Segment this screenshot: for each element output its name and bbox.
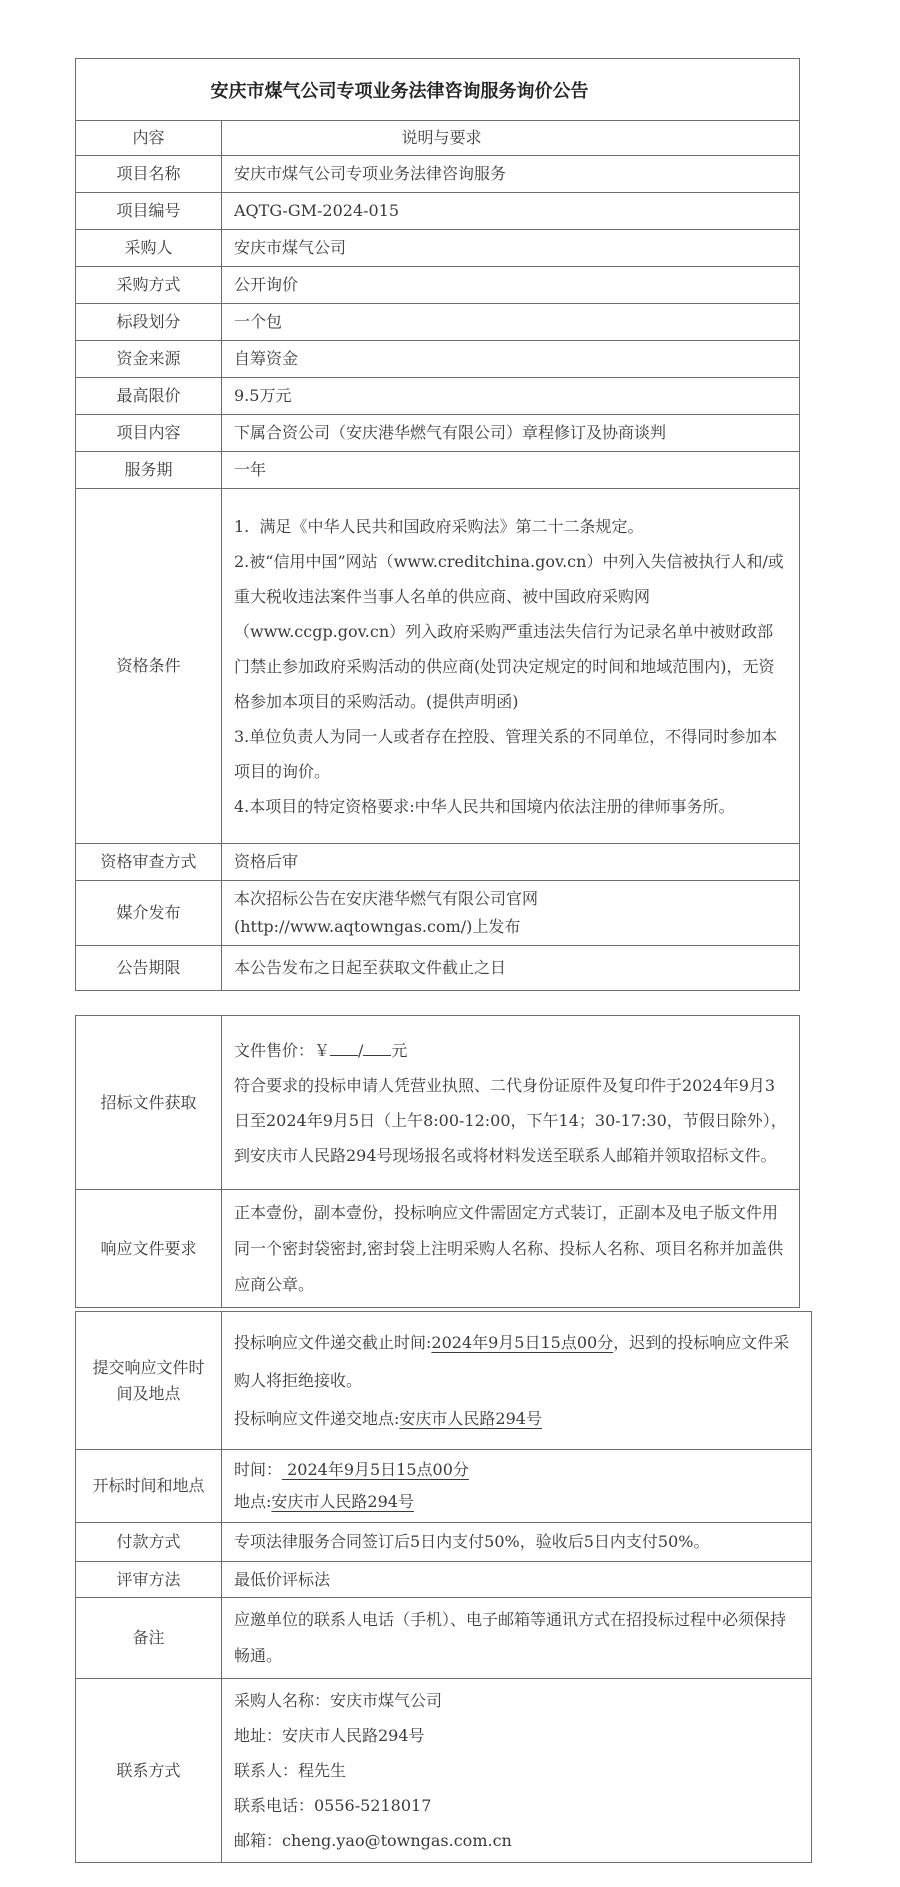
media-text: [222, 881, 799, 945]
submission-place-line: [234, 1400, 801, 1438]
place-prefix: 投标响应文件递交地点:: [234, 1408, 400, 1428]
row-project-content: [76, 414, 799, 451]
header-content: 内容: [76, 121, 222, 155]
row-label: 开标时间和地点: [76, 1450, 222, 1522]
row-media-publication: [76, 880, 799, 945]
submission-deadline-line: [234, 1324, 801, 1400]
row-label: 公告期限: [76, 946, 222, 990]
row-label: 媒介发布: [76, 881, 222, 945]
row-submission-time-place: [76, 1312, 811, 1449]
opening-text: [222, 1450, 811, 1522]
row-label: 项目编号: [76, 193, 222, 229]
row-contact-info: [76, 1678, 811, 1862]
row-value: 最低价评标法: [234, 1569, 331, 1589]
price-suffix: 元: [391, 1040, 408, 1060]
row-label: 联系方式: [76, 1679, 222, 1862]
row-procurement-method: [76, 266, 799, 303]
row-value: 公开询价: [234, 275, 299, 294]
obtain-body: 符合要求的投标申请人凭营业执照、二代身份证原件及复印件于2024年9月3日至2024年9月5日（上午8:00-12:00，下午14；30-17:30，节假日除外），到安庆市人民路294号现场报名或将材料发送至联系人邮箱并领取招标文件。: [234, 1075, 787, 1165]
row-bid-document-obtain: [76, 1016, 799, 1189]
row-value: 专项法律服务合同签订后5日内支付50%，验收后5日内支付50%。: [234, 1532, 710, 1551]
row-opening-time-place: [76, 1449, 811, 1522]
qualification-text: [222, 489, 799, 843]
deadline-value: 2024年9月5日15点00分: [431, 1332, 614, 1352]
submission-text: [222, 1312, 811, 1449]
row-value: 下属合资公司（安庆港华燃气有限公司）章程修订及协商谈判: [234, 423, 667, 442]
deadline-suffix: ，迟到的投标响应文件采购人将拒绝接收。: [234, 1332, 790, 1390]
place-value: 安庆市人民路294号: [399, 1408, 542, 1428]
row-value: 应邀单位的联系人电话（手机）、电子邮箱等通讯方式在招投标过程中必须保持畅通。: [234, 1610, 787, 1665]
announcement-document: [75, 58, 812, 1863]
row-label: 标段划分: [76, 304, 222, 340]
qualification-item-4: 4.本项目的特定资格要求:中华人民共和国境内依法注册的律师事务所。: [234, 796, 735, 816]
price-blank-1: [330, 1039, 358, 1056]
row-label: 采购方式: [76, 267, 222, 303]
row-label: 备注: [76, 1598, 222, 1678]
row-remark: [76, 1597, 811, 1678]
row-lot-division: [76, 303, 799, 340]
page-title: 安庆市煤气公司专项业务法律咨询服务询价公告: [210, 80, 589, 102]
contact-email-line: 邮箱：cheng.yao@towngas.com.cn: [234, 1831, 512, 1850]
row-response-document-requirement: [76, 1189, 799, 1307]
row-value: 9.5万元: [234, 386, 292, 405]
row-value: 正本壹份，副本壹份，投标响应文件需固定方式装订，正副本及电子版文件用同一个密封袋密封,密封袋上注明采购人名称、投标人名称、项目名称并加盖供应商公章。: [234, 1202, 784, 1294]
row-label: 招标文件获取: [76, 1016, 222, 1189]
qualification-item-1: 1. 满足《中华人民共和国政府采购法》第二十二条规定。: [234, 516, 644, 536]
row-payment-method: [76, 1522, 811, 1561]
row-fund-source: [76, 340, 799, 377]
row-qualification-review: [76, 843, 799, 880]
row-label: 最高限价: [76, 378, 222, 414]
opening-time-line: [234, 1454, 801, 1486]
contact-purchaser-line: 采购人名称：安庆市煤气公司: [234, 1691, 443, 1710]
row-value: 安庆市煤气公司专项业务法律咨询服务: [234, 164, 507, 183]
opening-time-prefix: 时间：: [234, 1460, 283, 1479]
row-price-cap: [76, 377, 799, 414]
opening-time-value: 2024年9月5日15点00分: [282, 1460, 469, 1479]
submission-table: [75, 1311, 812, 1863]
row-label: 评审方法: [76, 1562, 222, 1597]
main-info-table: [75, 58, 800, 991]
row-project-name: [76, 155, 799, 192]
obtain-text: [222, 1016, 799, 1189]
opening-place-prefix: 地点:: [234, 1492, 272, 1511]
row-project-number: [76, 192, 799, 229]
table-header-row: [76, 120, 799, 155]
row-label: 资金来源: [76, 341, 222, 377]
row-qualification: [76, 488, 799, 843]
row-label: 提交响应文件时间及地点: [76, 1312, 222, 1449]
qualification-item-3: 3.单位负责人为同一人或者存在控股、管理关系的不同单位，不得同时参加本项目的询价。: [234, 726, 778, 781]
row-evaluation-method: [76, 1561, 811, 1597]
row-label: 服务期: [76, 452, 222, 488]
row-value: 资格后审: [234, 852, 299, 871]
contact-text: [222, 1679, 811, 1862]
row-value: 本公告发布之日起至获取文件截止之日: [234, 958, 507, 977]
contact-phone-line: 联系电话：0556-5218017: [234, 1796, 432, 1815]
row-label: 付款方式: [76, 1523, 222, 1561]
row-purchaser: [76, 229, 799, 266]
header-requirement: 说明与要求: [401, 128, 482, 147]
qualification-item-2: 2.被“信用中国”网站（www.creditchina.gov.cn）中列入失信被执行人和/或重大税收违法案件当事人名单的供应商、被中国政府采购网（www.ccgp.gov.cn）列入政府采购严重违法失信行为记录名单中被财政部门禁止参加政府采购活动的供应商(处罚决定规定的时间和地域范围内)，无资格参加本项目的采购活动。(提供声明函): [234, 551, 784, 711]
row-service-period: [76, 451, 799, 488]
media-line-2: (http://www.aqtowngas.com/)上发布: [234, 917, 521, 936]
row-label: 采购人: [76, 230, 222, 266]
row-label: 项目内容: [76, 415, 222, 451]
price-prefix: 文件售价：￥: [234, 1040, 331, 1060]
opening-place-line: [234, 1486, 801, 1518]
row-value: 安庆市煤气公司: [234, 238, 347, 257]
row-value: 一年: [234, 460, 267, 479]
contact-person-line: 联系人：程先生: [234, 1761, 347, 1780]
media-line-1: 本次招标公告在安庆港华燃气有限公司官网: [234, 889, 539, 908]
row-value: 一个包: [234, 312, 283, 331]
contact-address-line: 地址：安庆市人民路294号: [234, 1726, 425, 1745]
price-blank-2: [363, 1039, 391, 1056]
row-value: 自筹资金: [234, 349, 299, 368]
price-slash: /: [358, 1040, 364, 1060]
opening-place-value: 安庆市人民路294号: [271, 1492, 414, 1511]
deadline-prefix: 投标响应文件递交截止时间:: [234, 1332, 432, 1352]
document-price-line: [234, 1033, 789, 1068]
row-value: AQTG-GM-2024-015: [234, 201, 400, 220]
row-label: 响应文件要求: [76, 1190, 222, 1307]
row-label: 项目名称: [76, 156, 222, 192]
document-obtain-table: [75, 1015, 800, 1308]
title-row: [76, 59, 799, 120]
row-label: 资格审查方式: [76, 844, 222, 880]
row-label: 资格条件: [76, 489, 222, 843]
row-announcement-period: [76, 945, 799, 990]
